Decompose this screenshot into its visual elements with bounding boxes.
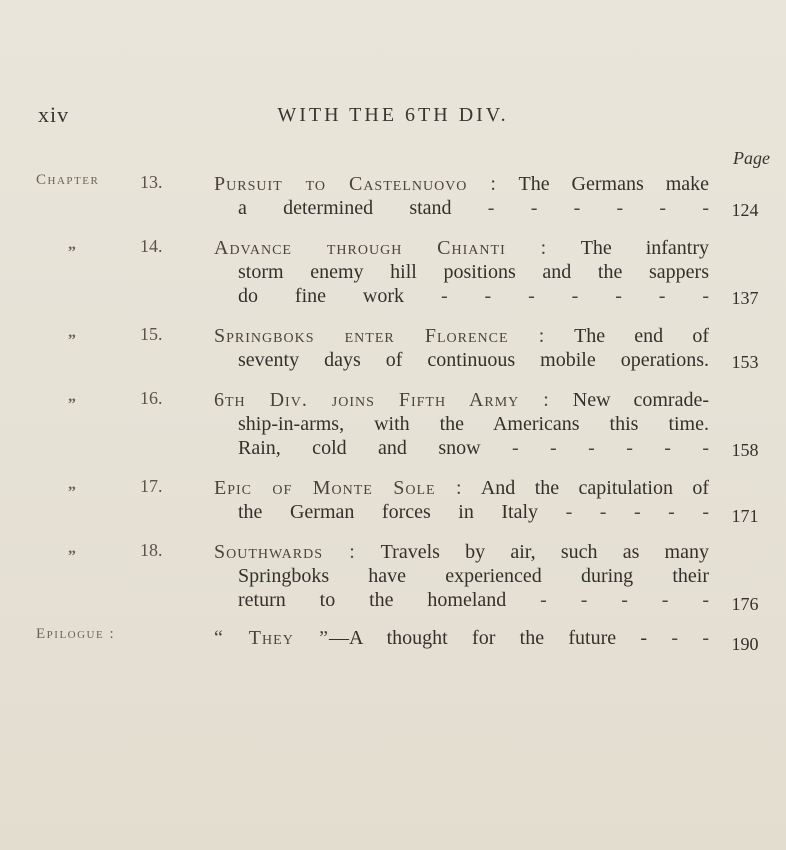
chapter-number: 13. <box>140 172 163 192</box>
dot-leader: - - - - - <box>540 589 709 611</box>
chapter-number: 14. <box>140 236 163 256</box>
page-column-label: Page <box>733 148 770 168</box>
ditto-mark: „ <box>68 236 78 253</box>
chapter-subtitle-line: ship-in-arms, with the Americans this time. <box>238 413 709 435</box>
chapter-subtitle-line: Rain, cold and snow <box>238 437 481 459</box>
chapter-title: 6th Div. joins Fifth Army : <box>214 389 550 411</box>
page-number: 176 <box>731 594 759 614</box>
dot-leader: - - - - - <box>565 501 709 523</box>
entry-text <box>214 626 709 650</box>
chapter-subtitle: And the capitulation of <box>480 477 709 499</box>
running-head: WITH THE 6TH DIV. <box>277 104 509 126</box>
chapter-subtitle: Travels by air, such as many <box>380 541 709 563</box>
page-number: 190 <box>731 634 759 654</box>
dot-leader: - - - - - - - <box>440 285 709 307</box>
chapter-subtitle: —A thought for the future - <box>328 627 648 649</box>
chapter-subtitle: New comrade- <box>572 389 709 411</box>
chapter-subtitle: The infantry <box>580 237 709 259</box>
ditto-mark: „ <box>68 540 78 557</box>
entry-text <box>214 388 709 460</box>
ditto-mark: „ <box>68 476 78 493</box>
chapter-subtitle-line: a determined stand <box>238 197 452 219</box>
chapter-number: 17. <box>140 476 163 496</box>
chapter-subtitle-line: Springboks have experienced during their <box>238 565 709 587</box>
chapter-title: Advance through Chianti : <box>214 237 548 259</box>
ditto-mark: „ <box>68 388 78 405</box>
ditto-mark: „ <box>68 324 78 341</box>
page-number: 158 <box>731 440 759 460</box>
chapter-number: 16. <box>140 388 163 408</box>
chapter-title: Southwards : <box>214 541 356 563</box>
chapter-title: Springboks enter Florence : <box>214 325 546 347</box>
chapter-title: Epic of Monte Sole : <box>214 477 463 499</box>
chapter-subtitle-line: seventy days of continuous mobile operations. <box>238 349 709 371</box>
entry-text <box>214 172 709 220</box>
chapter-subtitle-line: storm enemy hill positions and the sappers <box>238 261 709 283</box>
chapter-number: 15. <box>140 324 163 344</box>
dot-leader: - - - - - - <box>487 197 709 219</box>
chapter-title: “ They ” <box>214 627 329 649</box>
entry-text <box>214 540 709 612</box>
epilogue-label: Epilogue : <box>36 626 116 642</box>
page-number: 137 <box>731 288 759 308</box>
chapter-subtitle-line: the German forces in Italy <box>238 501 539 523</box>
dot-leader: - - - - - - <box>511 437 709 459</box>
chapter-subtitle-line: return to the homeland <box>238 589 507 611</box>
entry-text <box>214 236 709 308</box>
chapter-subtitle-line: do fine work <box>238 285 405 307</box>
entry-text <box>214 324 709 372</box>
page-number: 124 <box>731 200 759 220</box>
page-folio: xiv <box>38 102 70 127</box>
chapter-title: Pursuit to Castelnuovo : <box>214 173 497 195</box>
page-number: 153 <box>731 352 759 372</box>
chapter-number: 18. <box>140 540 163 560</box>
chapter-subtitle: The Germans make <box>518 173 709 195</box>
dot-leader: - - <box>671 627 709 649</box>
page-number: 171 <box>731 506 759 526</box>
chapter-label: Chapter <box>36 172 100 188</box>
entry-text <box>214 476 709 524</box>
chapter-subtitle: The end of <box>574 325 709 347</box>
